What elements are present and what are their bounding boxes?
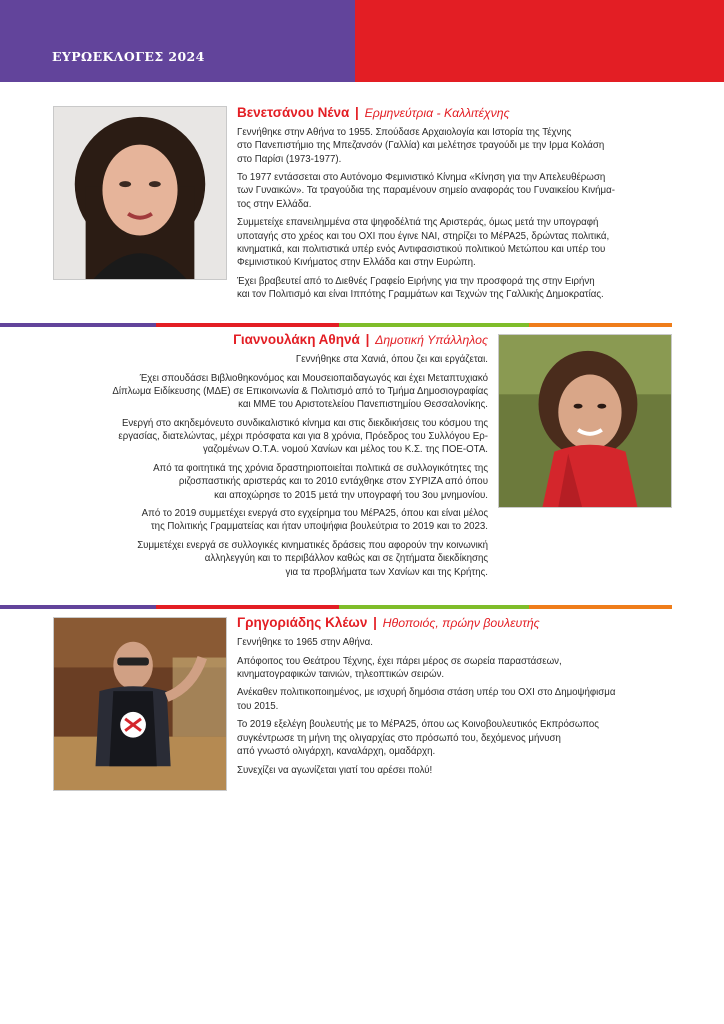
candidate-role: Ερμηνεύτρια - Καλλιτέχνης [364,106,510,120]
bio-paragraph: Ενεργή στο ακηδεμόνευτο συνδικαλιστικό κίνημα και στις διεκδικήσεις του κόσμου της εργασίας, διατελώντας, μέχρι πρόσφατα και για 8 χρόνια, Πρόεδρος του Συλλόγου Ερ- γαζομένων Ο.Τ.Α. νομού Χανίων και μέλος του Κ.Σ. της ΠΟΕ-ΟΤΑ. [118,417,488,456]
bio-paragraph: Το 1977 εντάσσεται στο Αυτόνομο Φεμινιστικό Κίνημα «Κίνηση για την Απελευθέρωση των Γυναικών». Τα τραγούδια της παραμένουν σημείο αναφοράς του Γυναικείου Κινήμα- τος στην Ελλάδα. [237,172,615,210]
candidate-role: Δημοτική Υπάλληλος [375,333,488,347]
candidate-bio-grigoriadis [237,614,677,782]
header-red-block [355,0,724,82]
divider-segment-red [156,323,339,327]
candidate-photo-giannoulaki [498,334,672,508]
bio-paragraph: Το 2019 εξελέγη βουλευτής με το ΜέΡΑ25, όπου ως Κοινοβουλευτικός Εκπρόσωπος συγκέντρωσε τη μήνη της ολιγαρχίας στο πρόσωπό του, δεχόμενος μήνυση από γνωστό ολιγάρχη, καναλάρχη, ομαδάρχη. [237,719,599,757]
divider-segment-red [156,605,339,609]
heading-separator: | [355,105,359,120]
section-divider [0,605,672,609]
candidate-bio-giannoulaki [44,331,488,584]
bio-paragraph: Γεννήθηκε το 1965 στην Αθήνα. [237,637,373,648]
divider-segment-green [339,323,529,327]
divider-segment-purple [0,605,156,609]
divider-segment-orange [529,323,672,327]
divider-segment-orange [529,605,672,609]
candidate-role: Ηθοποιός, πρώην βουλευτής [382,616,540,630]
candidate-heading [237,614,677,632]
bio-paragraph: Συνεχίζει να αγωνίζεται γιατί του αρέσει πολύ! [237,764,433,776]
candidate-name: Γρηγοριάδης Κλέων [237,615,368,630]
bio-paragraph: Γεννήθηκε στα Χανιά, όπου ζει και εργάζεται. [295,354,488,365]
candidate-heading [237,104,677,122]
header-purple-block [0,0,355,82]
divider-segment-green [339,605,529,609]
candidate-photo-grigoriadis [53,617,227,791]
bio-paragraph: Γεννήθηκε στην Αθήνα το 1955. Σπούδασε Αρχαιολογία και Ιστορία της Τέχνης στο Πανεπιστήμιο της Μπεζανσόν (Γαλλία) και μελέτησε τραγούδι με την Ιρμα Κολάση στο Παρίσι (1973-1977). [237,127,605,165]
divider-segment-purple [0,323,156,327]
bio-paragraph: Από τα φοιτητικά της χρόνια δραστηριοποιείται πολιτικά σε συλλογικότητες της ριζοσπαστικής αριστεράς και το 2010 εντάχθηκε στον ΣΥΡΙΖΑ από όπου και αποχώρησε το 2015 μετά την υπογραφή του 3ου μνημονίου. [153,462,488,501]
page-header-band [0,0,724,82]
bio-paragraph: Συμμετείχε επανειλημμένα στα ψηφοδέλτιά της Αριστεράς, όμως μετά την υπογραφή υποταγής στο χρέος και του ΟΧΙ που έγινε ΝΑΙ, στηρίζει το ΜέΡΑ25, δρώντας πολιτικά, κινηματικά, και πολιτιστικά υπέρ ενός Αντιφασιστικού πολιτικού Μετώπου και υπέρ του Φεμινιστικού Κινήματος στην Ελλάδα και στην Ευρώπη. [237,217,610,269]
candidate-name: Γιαννουλάκη Αθηνά [233,332,360,347]
bio-paragraph: Ανέκαθεν πολιτικοποιημένος, με ισχυρή δημόσια στάση υπέρ του ΟΧΙ στο Δημοψήφισμα του 2015. [237,687,616,712]
bio-paragraph: Από το 2019 συμμετέχει ενεργά στο εγχείρημα του ΜέΡΑ25, όπου και είναι μέλος της Πολιτικής Γραμματείας και ήταν υποψήφια βουλεύτρια το 2019 και το 2023. [141,508,488,533]
bio-paragraph: Έχει βραβευτεί από το Διεθνές Γραφείο Ειρήνης για την προσφορά της στην Ειρήνη και τον Πολιτισμό και είναι Ιππότης Γραμμάτων και Τεχνών της Γαλλικής Δημοκρατίας. [237,275,604,301]
page-title: ΕΥΡΩΕΚΛΟΓΕΣ 2024 [52,49,205,64]
heading-separator: | [373,615,377,630]
bio-paragraph: Έχει σπουδάσει Βιβλιοθηκονόμος και Μουσειοπαιδαγωγός και έχει Μεταπτυχιακό Δίπλωμα Ειδίκευσης (ΜΔΕ) σε Επικοινωνία & Πολιτισμό από το Τμήμα Δημοσιογραφίας και ΜΜΕ του Αριστοτελείου Πανεπιστημίου Θεσσαλονίκης. [112,372,488,411]
candidate-bio-venetsanou [237,104,677,307]
section-divider [0,323,672,327]
candidate-name: Βενετσάνου Νένα [237,105,350,120]
candidate-photo-venetsanou [53,106,227,280]
bio-paragraph: Απόφοιτος του Θεάτρου Τέχνης, έχει πάρει μέρος σε σωρεία παραστάσεων, κινηματογραφικών ταινιών, τηλεοπτικών σειρών. [237,655,562,680]
heading-separator: | [365,332,370,347]
candidate-heading [44,331,488,349]
bio-paragraph: Συμμετέχει ενεργά σε συλλογικές κινηματικές δράσεις που αφορούν την κοινωνική αλληλεγγύη και το περιβάλλον καθώς και σε ζητήματα διεκδίκησης για τα προβλήματα των Χανίων και της Κρήτης. [137,540,488,578]
